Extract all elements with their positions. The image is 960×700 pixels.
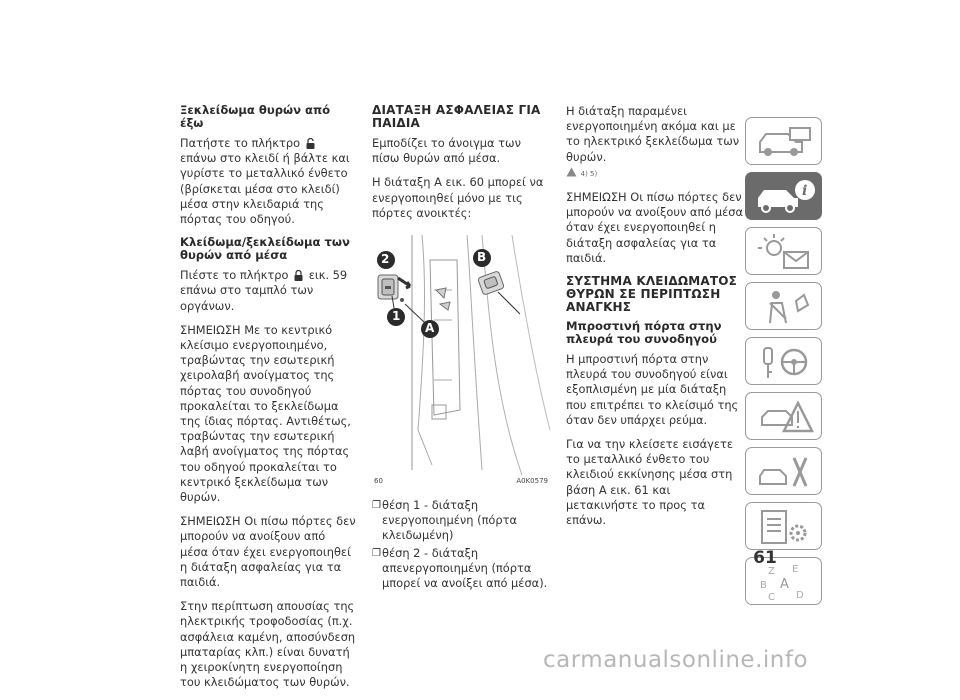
index-letter-d: D: [796, 590, 804, 601]
index-letter-b: B: [760, 580, 767, 591]
paragraph-prevents-opening: Εμποδίζει το άνοιγμα των πίσω θυρών από μέσα.: [372, 136, 521, 166]
callout-label-a: A: [425, 321, 435, 336]
car-info-icon: [746, 173, 823, 221]
column-2: [372, 104, 552, 593]
subheading-passenger-door: Μπροστινή πόρτα στην πλευρά του συνοδηγού: [566, 319, 722, 347]
tab-car-info[interactable]: [745, 172, 822, 220]
note-rear-doors-2: ΣΗΜΕΙΩΣΗ Οι πίσω πόρτες δεν μπορούν να ανοίξουν από μέσα όταν έχει ενεργοποιηθεί η διάταξη ασφαλείας για τα παιδιά.: [566, 190, 744, 265]
index-letter-e: E: [792, 564, 799, 575]
callout-label-1: 1: [392, 309, 401, 324]
heading-child-safety: ΔΙΑΤΑΞΗ ΑΣΦΑΛΕΙΑΣ ΓΙΑ ΠΑΙΔΙΑ: [372, 103, 541, 130]
note-rear-doors: ΣΗΜΕΙΩΣΗ Οι πίσω πόρτες δεν μπορούν να ανοίξουν από μέσα όταν έχει ενεργοποιηθεί η διάταξη ασφαλείας για τα παιδιά.: [180, 514, 356, 590]
callout-label-b: B: [477, 250, 487, 265]
specs-gears-icon: [746, 503, 823, 551]
seatbelt-airbag-icon: [746, 283, 823, 331]
tab-dashboard[interactable]: [745, 117, 822, 165]
figure-caption: [374, 474, 548, 489]
figure-number: 60: [374, 476, 383, 485]
svg-text:i: i: [802, 183, 808, 199]
chapter-tabs: [745, 117, 824, 612]
paragraph-power-failure: Στην περίπτωση απουσίας της ηλεκτρικής τροφοδοσίας (π.χ. ασφάλεια καμένη, αποσύνδεση μπαταρίας κλπ.) είναι δυνατή η χειροκίνητη ενεργοποίηση του κλειδώματος των θυρών.: [180, 599, 356, 690]
callout-label-2: 2: [381, 252, 390, 267]
page-number: 61: [753, 548, 777, 568]
paragraph-insert-key: Για να την κλείσετε εισάγετε το μεταλλικό ένθετο του κλειδιού εκκίνησης μέσα στη βάση A εικ. 61 και μετακινήστε το προς τα επάνω.: [566, 437, 734, 528]
lock-icon: [294, 270, 303, 281]
text-remains-active: Η διάταξη παραμένει ενεργοποιημένη ακόμα και με το ηλεκτρικό ξεκλείδωμα των θυρών.: [566, 104, 740, 164]
tab-maintenance[interactable]: [745, 447, 822, 495]
warning-small-icon: [566, 167, 577, 177]
bullet-text-2: θέση 2 - διάταξη απενεργοποιημένη (πόρτα μπορεί να ανοίξει από μέσα).: [382, 545, 548, 591]
tab-starting[interactable]: [745, 337, 822, 385]
paragraph-remains-active: [566, 104, 746, 182]
column-1: [180, 104, 356, 700]
tab-safety[interactable]: [745, 282, 822, 330]
column-3: [566, 104, 746, 537]
note-central-locking: ΣΗΜΕΙΩΣΗ Με το κεντρικό κλείσιμο ενεργοποιημένο, τραβώντας την εσωτερική χειρολαβή ανοίγματος της πόρτας του συνοδηγού προκαλείται το ξεκλείδωμα της ίδιας πόρτας. Αντιθέτως, τραβώντας την εσωτερική λαβή ανοίγματος της πόρτας του οδηγού προκαλείται το κεντρικό ξεκλείδωμα των θυρών.: [180, 322, 351, 505]
tab-specifications[interactable]: [745, 502, 822, 550]
bullet-text-1: θέση 1 - διάταξη ενεργοποιημένη (πόρτα κλειδωμένη): [382, 498, 517, 543]
bullet-position-1: [372, 498, 552, 544]
text-unlock-outside-rest: επάνω στο κλειδί ή βάλτε και γυρίστε το μεταλλικό ένθετο (βρίσκεται μέσα στο κλειδί) μέσα στην κλειδαριά της πόρτας του οδηγού.: [180, 151, 350, 227]
paragraph-lock-inside: [180, 268, 356, 314]
unlock-icon: [306, 138, 315, 149]
key-steering-icon: [746, 338, 823, 386]
bullet-box-icon: ❐: [372, 500, 381, 512]
warning-references: 4) 5): [580, 169, 598, 178]
paragraph-passenger-door: Η μπροστινή πόρτα στην πλευρά του συνοδηγού είναι εξοπλισμένη με μία διάταξη που επιτρέπει το κλείσιμό της όταν δεν υπάρχει ρεύμα.: [566, 352, 739, 427]
tab-emergency[interactable]: [745, 392, 822, 440]
index-letter-a: A: [780, 577, 789, 592]
warning-triangle-icon: [746, 393, 823, 441]
figure-60: [372, 230, 552, 488]
paragraph-device-a: Η διάταξη A εικ. 60 μπορεί να ενεργοποιηθεί μόνο με τις πόρτες ανοικτές:: [372, 175, 544, 220]
index-letter-z: Z: [768, 566, 775, 577]
figure-code: A0K0579: [516, 476, 548, 485]
heading-unlock-outside: Ξεκλείδωμα θυρών από έξω: [180, 103, 331, 130]
car-dashboard-icon: [746, 118, 823, 166]
lights-message-icon: [746, 228, 823, 276]
paragraph-unlock-outside: [180, 136, 356, 227]
tab-lights[interactable]: [745, 227, 822, 275]
text-press-button-2: Πιέστε το πλήκτρο: [180, 268, 289, 283]
car-tools-icon: [746, 448, 823, 496]
text-press-button: Πατήστε το πλήκτρο: [180, 136, 301, 150]
figure-callouts: [372, 230, 552, 480]
text-lock-inside-rest: εικ. 59 επάνω στο ταμπλό των οργάνων.: [180, 268, 348, 313]
bullet-position-2: [372, 546, 552, 592]
heading-lock-inside: Κλείδωμα/ξεκλείδωμα των θυρών από μέσα: [180, 235, 350, 263]
watermark: carmanualsonline.info: [543, 647, 809, 673]
index-letter-c: C: [768, 592, 775, 603]
bullet-box-icon: ❐: [372, 547, 381, 559]
heading-emergency-locking: ΣΥΣΤΗΜΑ ΚΛΕΙΔΩΜΑΤΟΣ ΘΥΡΩΝ ΣΕ ΠΕΡΙΠΤΩΣΗ ΑΝΑΓΚΗΣ: [566, 274, 738, 315]
